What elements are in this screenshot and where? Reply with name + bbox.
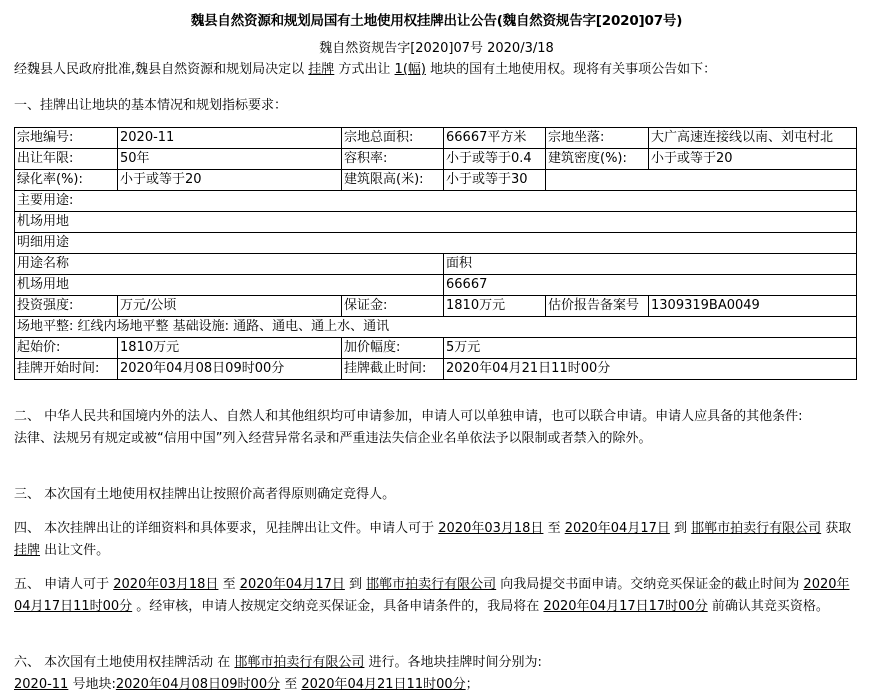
table-label: 主要用途: (15, 191, 857, 212)
section-4-text: 到 (669, 521, 692, 536)
section-5 (14, 574, 859, 618)
transfer-term: 50年 (118, 149, 342, 170)
table-label: 投资强度: (15, 296, 118, 317)
area-header: 面积 (444, 254, 857, 275)
listing-start-time: 2020年04月08日09时00分 (118, 359, 342, 380)
parcel-location: 大广高速连接线以南、刘屯村北 (649, 128, 857, 149)
intro-text: 地块的国有土地使用权。现将有关事项公告如下： (425, 62, 717, 77)
auction-company: 邯郸市拍卖行有限公司 (691, 521, 822, 536)
main-use: 机场用地 (15, 212, 857, 233)
table-row (15, 191, 857, 212)
investment-intensity: 万元/公顷 (118, 296, 342, 317)
table-row (15, 233, 857, 254)
section-4-text: 四、 本次挂牌出让的详细资料和具体要求，见挂牌出让文件。申请人可于 (14, 521, 439, 536)
table-label: 保证金: (342, 296, 444, 317)
table-row (15, 359, 857, 380)
height-limit: 小于或等于30 (444, 170, 546, 191)
start-date: 2020年03月18日 (438, 521, 544, 536)
section-2-line-2: 法律、法规另有规定或被“信用中国”列入经营异常名录和严重违法失信企业名单依法予以限制或者禁入的除外。 (14, 431, 652, 446)
end-date: 2020年04月17日 (239, 577, 345, 592)
section-5-text: 到 (344, 577, 367, 592)
listing-end-time: 2020年04月21日11时00分 (444, 359, 857, 380)
listing-start-time: 2020年04月08日09时00分 (115, 677, 281, 692)
table-label: 估价报告备案号 (546, 296, 649, 317)
intro-text: 经魏县人民政府批准,魏县自然资源和规划局决定以 (14, 62, 309, 77)
section-4-text: 出让文件。 (40, 543, 110, 558)
empty-cell (546, 170, 857, 191)
section-3: 三、 本次国有土地使用权挂牌出让按照价高者得原则确定竞得人。 (14, 487, 396, 502)
table-label: 建筑密度(%): (546, 149, 649, 170)
table-label: 挂牌截止时间: (342, 359, 444, 380)
intro-method: 挂牌 (308, 62, 335, 77)
bid-increment: 5万元 (444, 338, 857, 359)
page-title: 魏县自然资源和规划局国有土地使用权挂牌出让公告(魏自然资规告字[2020]07号) (190, 13, 683, 29)
section-4 (14, 518, 859, 562)
table-row (15, 275, 857, 296)
section-6-text: 六、 本次国有土地使用权挂牌活动 在 (14, 655, 235, 670)
use-area: 66667 (444, 275, 857, 296)
table-row (15, 338, 857, 359)
section-5-text: 至 (218, 577, 240, 592)
section-5-text: 前确认其竞买资格。 (707, 599, 829, 614)
section-2 (14, 406, 859, 450)
use-name: 机场用地 (15, 275, 444, 296)
section-6-line-2 (14, 674, 859, 696)
table-row (15, 170, 857, 191)
listing-end-time: 2020年04月21日11时00分 (301, 677, 466, 692)
start-price: 1810万元 (118, 338, 342, 359)
table-row (15, 317, 857, 338)
section-2-line-1: 二、 中华人民共和国境内外的法人、自然人和其他组织均可申请参加，申请人可以单独申请，也可以联合申请。申请人应具备的其他条件: (14, 409, 803, 424)
parcel-number: 2020-11 (14, 677, 69, 692)
section-6-text: 号地块: (68, 677, 116, 692)
deposit-deadline: 2020年04月17日11时00分 (14, 577, 850, 614)
confirm-time: 2020年04月17日17时00分 (543, 599, 708, 614)
section-5-text: 。经审核，申请人按规定交纳竞买保证金，具备申请条件的，我局将在 (132, 599, 544, 614)
table-label: 建筑限高(米): (342, 170, 444, 191)
end-date: 2020年04月17日 (564, 521, 670, 536)
section-6-text: 至 (280, 677, 302, 692)
deposit: 1810万元 (444, 296, 546, 317)
table-row (15, 296, 857, 317)
table-label: 容积率: (342, 149, 444, 170)
parcel-number: 2020-11 (118, 128, 342, 149)
section-1-heading: 一、挂牌出让地块的基本情况和规划指标要求： (14, 98, 288, 113)
table-label: 宗地总面积: (342, 128, 444, 149)
site-condition: 场地平整: 红线内场地平整 基础设施: 通路、通电、通上水、通讯 (15, 317, 857, 338)
table-label: 挂牌开始时间: (15, 359, 118, 380)
table-label: 出让年限: (15, 149, 118, 170)
building-density: 小于或等于20 (649, 149, 857, 170)
table-row (15, 254, 857, 275)
table-label: 宗地坐落: (546, 128, 649, 149)
document-number: 魏自然资规告字[2020]07号 2020/3/18 (319, 41, 554, 56)
intro-text: 方式出让 (334, 62, 395, 77)
section-6-text: ； (465, 677, 479, 692)
table-row (15, 149, 857, 170)
table-label: 宗地编号: (15, 128, 118, 149)
section-5-text: 向我局提交书面申请。交纳竞买保证金的截止时间为 (496, 577, 804, 592)
parcel-info-table (14, 127, 857, 380)
intro-count: 1(幅) (394, 62, 426, 77)
section-4-text: 获取 (821, 521, 852, 536)
transfer-method: 挂牌 (14, 543, 41, 558)
auction-company: 邯郸市拍卖行有限公司 (366, 577, 497, 592)
auction-company: 邯郸市拍卖行有限公司 (234, 655, 365, 670)
table-label: 明细用途 (15, 233, 857, 254)
table-row (15, 212, 857, 233)
table-label: 加价幅度: (342, 338, 444, 359)
table-label: 起始价: (15, 338, 118, 359)
section-6 (14, 652, 859, 696)
floor-area-ratio: 小于或等于0.4 (444, 149, 546, 170)
section-5-text: 五、 申请人可于 (14, 577, 114, 592)
intro-paragraph (14, 58, 716, 77)
use-name-header: 用途名称 (15, 254, 444, 275)
table-label: 绿化率(%): (15, 170, 118, 191)
start-date: 2020年03月18日 (113, 577, 219, 592)
section-4-text: 至 (543, 521, 565, 536)
total-area: 66667平方米 (444, 128, 546, 149)
section-6-text: 进行。各地块挂牌时间分别为: (364, 655, 542, 670)
greening-rate: 小于或等于20 (118, 170, 342, 191)
appraisal-number: 1309319BA0049 (649, 296, 857, 317)
section-6-line-1 (14, 652, 859, 674)
table-row (15, 128, 857, 149)
